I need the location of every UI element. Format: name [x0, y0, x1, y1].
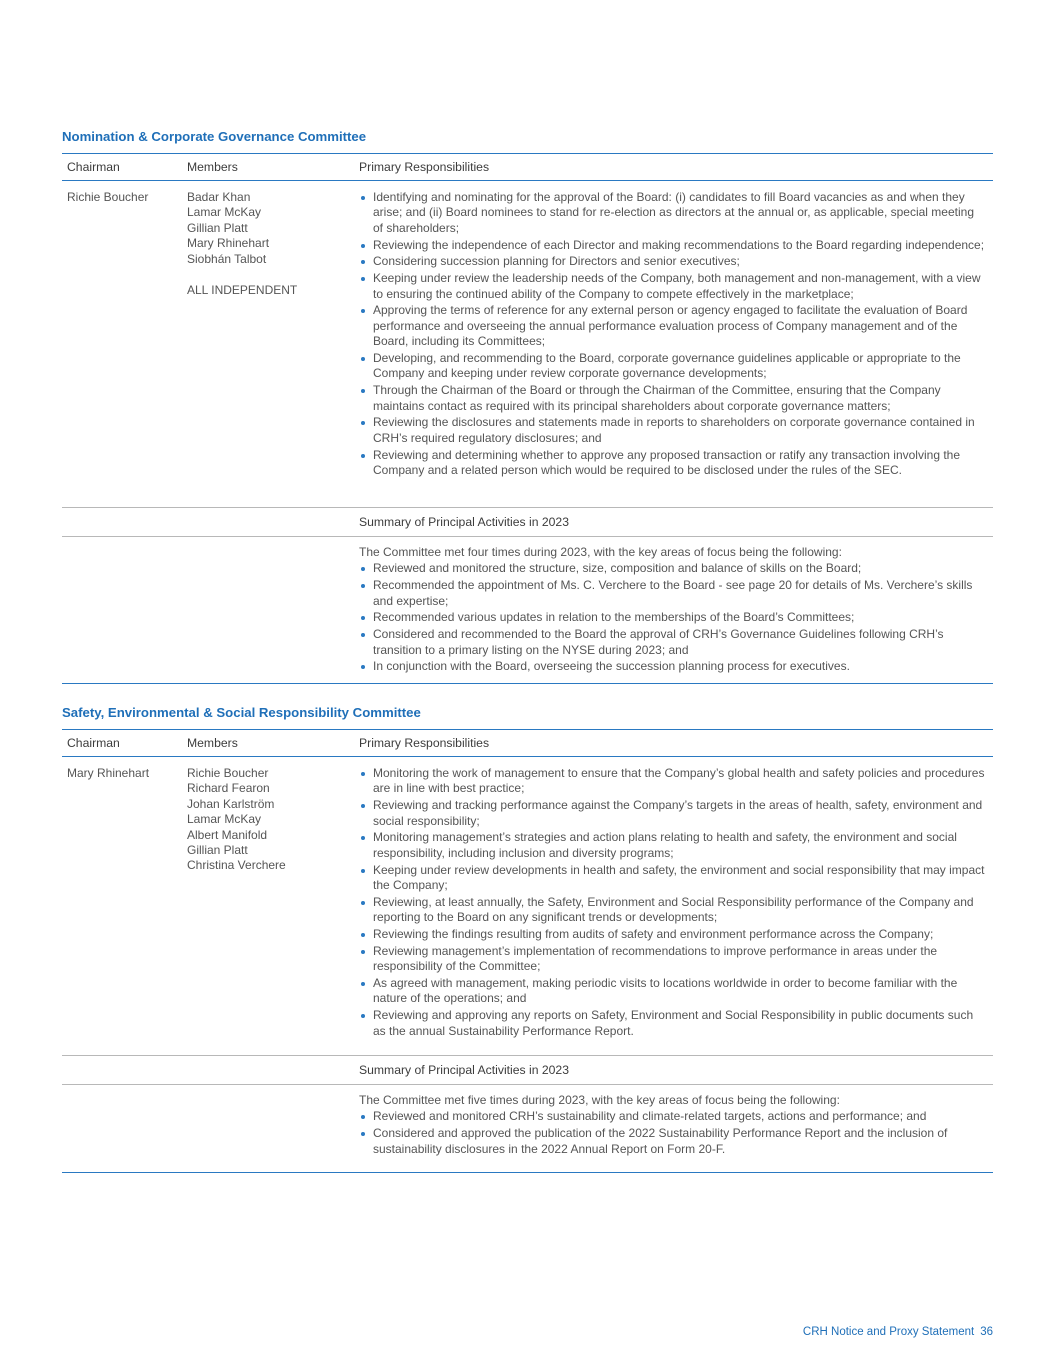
divider: [62, 683, 993, 684]
table-header: [62, 154, 993, 180]
section-title: Nomination & Corporate Governance Committee: [62, 129, 367, 144]
list-item: Approving the terms of reference for any external person or agency engaged to facilitate the evaluation of Board performance and overseeing the annual performance evaluation process of Company management and of the Board, including its Committees;: [359, 303, 985, 349]
member-name: Lamar McKay: [187, 205, 262, 220]
header-chairman: Chairman: [67, 736, 120, 750]
header-members: Members: [187, 160, 238, 174]
summary-list: [359, 561, 985, 674]
summary-header: [62, 508, 993, 536]
list-item: Reviewing management’s implementation of recommendations to improve performance in areas under the responsibility of the Committee;: [359, 944, 985, 975]
list-item: Recommended the appointment of Ms. C. Verchere to the Board - see page 20 for details of Ms. Verchere’s skills and expertise;: [359, 578, 985, 609]
member-name: Albert Manifold: [187, 827, 268, 842]
page-footer: [803, 1326, 993, 1338]
member-name: Lamar McKay: [187, 812, 262, 827]
chairman-name: Richie Boucher: [67, 190, 149, 204]
list-item: Considering succession planning for Directors and senior executives;: [359, 254, 985, 269]
member-name: Siobhán Talbot: [187, 251, 267, 266]
summary-intro: The Committee met five times during 2023, with the key areas of focus being the following:: [359, 1093, 840, 1107]
header-members: Members: [187, 736, 238, 750]
list-item: Considered and recommended to the Board the approval of CRH’s Governance Guidelines following CRH’s transition to a primary listing on the NYSE during 2023; and: [359, 627, 985, 658]
summary-row: [62, 537, 993, 683]
responsibilities-list: [359, 190, 985, 478]
ncgc-section: [62, 128, 993, 684]
table-header: [62, 730, 993, 756]
header-responsibilities: Primary Responsibilities: [359, 736, 490, 750]
member-name: Christina Verchere: [187, 858, 286, 873]
list-item: Developing, and recommending to the Board, corporate governance guidelines applicable or appropriate to the Company and keeping under review corporate governance developments;: [359, 351, 985, 382]
list-item: Monitoring management’s strategies and action plans relating to health and safety, the environment and social responsibility, including inclusion and diversity programs;: [359, 830, 985, 861]
member-name: Mary Rhinehart: [187, 236, 270, 251]
member-name: Gillian Platt: [187, 220, 248, 235]
members-list: [187, 190, 352, 298]
list-item: Through the Chairman of the Board or through the Chairman of the Committee, ensuring that the Company maintains contact as required with its principal shareholders about corporate governance matters;: [359, 383, 985, 414]
responsibilities-list: [359, 766, 985, 1039]
list-item: Reviewing the independence of each Director and making recommendations to the Board regarding independence;: [359, 238, 985, 253]
summary-header: [62, 1056, 993, 1084]
list-item: Reviewed and monitored the structure, size, composition and balance of skills on the Board;: [359, 561, 985, 576]
responsibilities-row: [62, 181, 993, 507]
independence-note: ALL INDEPENDENT: [187, 283, 298, 298]
list-item: Reviewed and monitored CRH’s sustainability and climate-related targets, actions and performance; and: [359, 1109, 985, 1124]
member-name: Richard Fearon: [187, 781, 270, 796]
footer-title: CRH Notice and Proxy Statement: [802, 1326, 975, 1338]
members-list: [187, 766, 352, 874]
list-item: Keeping under review the leadership needs of the Company, both management and non-management, with a view to ensuring the continued ability of the Company to compete effectively in the marketplace;: [359, 271, 985, 302]
header-responsibilities: Primary Responsibilities: [359, 160, 490, 174]
member-name: Gillian Platt: [187, 843, 248, 858]
list-item: Reviewing, at least annually, the Safety, Environment and Social Responsibility performance of the Company and reporting to the Board on any significant trends or developments;: [359, 895, 985, 926]
list-item: Reviewing and determining whether to approve any proposed transaction or ratify any transaction involving the Company and a related person which would be required to be disclosed under the rules of the SEC.: [359, 448, 985, 479]
summary-list: [359, 1109, 985, 1157]
summary-row: [62, 1085, 993, 1172]
list-item: Reviewing and tracking performance against the Company’s targets in the areas of health, safety, environment and social responsibility;: [359, 798, 985, 829]
list-item: Recommended various updates in relation to the memberships of the Board’s Committees;: [359, 610, 985, 625]
list-item: Monitoring the work of management to ensure that the Company’s global health and safety policies and procedures are in line with best practice;: [359, 766, 985, 797]
section-title: Safety, Environmental & Social Responsibility Committee: [62, 705, 421, 720]
header-chairman: Chairman: [67, 160, 120, 174]
list-item: Reviewing the disclosures and statements made in reports to shareholders on corporate governance contained in CRH’s required regulatory disclosures; and: [359, 415, 985, 446]
divider: [62, 1172, 993, 1173]
list-item: Identifying and nominating for the approval of the Board: (i) candidates to fill Board vacancies as and when they arise; and (ii) Board nominees to stand for re-election as directors at the annual or, as applicable, special meeting of shareholders;: [359, 190, 985, 236]
sesr-section: [62, 704, 993, 1173]
summary-heading: Summary of Principal Activities in 2023: [359, 1063, 569, 1077]
summary-heading: Summary of Principal Activities in 2023: [359, 515, 569, 529]
member-name: Johan Karlström: [187, 796, 275, 811]
chairman-name: Mary Rhinehart: [67, 766, 150, 780]
member-name: Badar Khan: [187, 190, 251, 204]
list-item: Reviewing the findings resulting from audits of safety and environment performance across the Company;: [359, 927, 985, 942]
list-item: As agreed with management, making periodic visits to locations worldwide in order to become familiar with the nature of the operations; and: [359, 976, 985, 1007]
page-number: 36: [980, 1326, 993, 1338]
list-item: In conjunction with the Board, overseeing the succession planning process for executives.: [359, 659, 985, 674]
list-item: Reviewing and approving any reports on Safety, Environment and Social Responsibility in public documents such as the annual Sustainability Performance Report.: [359, 1008, 985, 1039]
list-item: Considered and approved the publication of the 2022 Sustainability Performance Report and the inclusion of sustainability disclosures in the 2022 Annual Report on Form 20-F.: [359, 1126, 985, 1157]
member-name: Richie Boucher: [187, 766, 269, 780]
summary-intro: The Committee met four times during 2023, with the key areas of focus being the following:: [359, 545, 842, 559]
list-item: Keeping under review developments in health and safety, the environment and social responsibility that may impact the Company;: [359, 863, 985, 894]
responsibilities-row: [62, 757, 993, 1055]
